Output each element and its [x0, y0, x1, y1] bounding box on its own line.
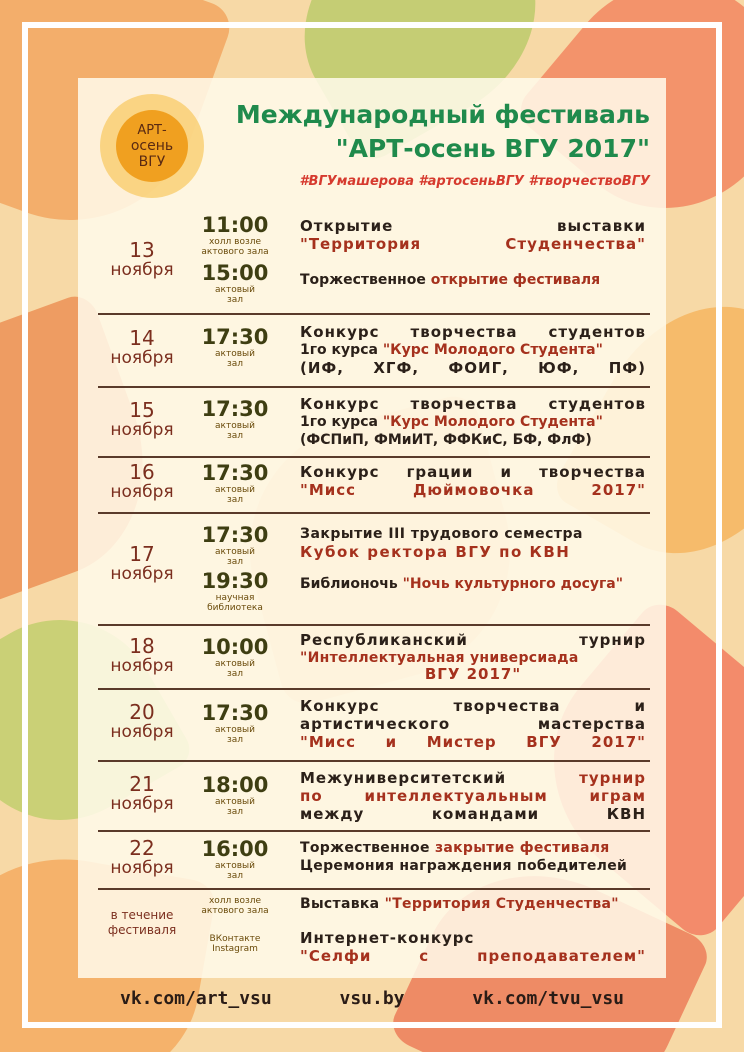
- footer-link-vsu[interactable]: vsu.by: [339, 988, 405, 1009]
- date: 15 ноября: [110, 398, 174, 440]
- event-text: Конкурс творчества и: [300, 697, 646, 715]
- event-text: Церемония награждения победителей: [300, 858, 628, 874]
- festival-title: Международный фестиваль: [235, 100, 650, 129]
- date: 22 ноября: [110, 836, 174, 878]
- logo-text-3: ВГУ: [138, 154, 166, 170]
- time-slot: 15:00 актовый зал: [201, 261, 269, 305]
- logo-text-1: АРТ-: [137, 123, 167, 138]
- schedule-row-21: [98, 766, 650, 828]
- footer-link-tvu-vsu[interactable]: vk.com/tvu_vsu: [472, 988, 624, 1009]
- event-text: Торжественное открытие фестиваля: [300, 272, 601, 288]
- schedule-row-16: [98, 460, 650, 510]
- event-text: 1го курса "Курс Молодого Студента": [300, 414, 603, 430]
- date: 16 ноября: [110, 460, 174, 502]
- event-text: ВГУ 2017": [424, 665, 522, 683]
- event-text: (ФСПиП, ФМиИТ, ФФКиС, БФ, ФлФ): [300, 432, 592, 448]
- footer-links: [120, 988, 624, 1009]
- date: 21 ноября: [110, 772, 174, 814]
- event-text: "Территория Студенчества": [300, 235, 646, 253]
- event-text: Конкурс творчества студентов: [300, 395, 646, 413]
- row-divider: [98, 512, 650, 514]
- event-text: Торжественное закрытие фестиваля: [300, 840, 610, 856]
- event-text: 1го курса "Курс Молодого Студента": [300, 342, 603, 358]
- event-text: Закрытие III трудового семестра: [300, 526, 583, 542]
- row-divider: [98, 830, 650, 832]
- event-text: Республиканский турнир: [300, 631, 646, 649]
- event-text: Конкурс творчества студентов: [300, 323, 646, 341]
- time-slot: 10:00 актовый зал: [201, 635, 269, 679]
- schedule-row-13: [98, 212, 650, 312]
- event-text: по интеллектуальным играм: [300, 787, 646, 805]
- date: 18 ноября: [110, 634, 174, 676]
- event-text: артистического мастерства: [300, 715, 646, 733]
- event-text: "Мисс Дюймовочка 2017": [300, 481, 646, 499]
- place: ВКонтакте Instagram: [209, 934, 261, 954]
- event-text: Выставка "Территория Студенчества": [300, 896, 619, 912]
- date: 20 ноября: [110, 700, 174, 742]
- time-slot: 17:30 актовый зал: [201, 523, 269, 567]
- date: 14 ноября: [110, 326, 174, 368]
- event-text: Интернет-конкурс: [300, 929, 475, 947]
- event-text: Кубок ректора ВГУ по КВН: [300, 543, 571, 561]
- row-divider: [98, 456, 650, 458]
- time-slot: 17:30 актовый зал: [201, 325, 269, 369]
- date: 17 ноября: [110, 542, 174, 584]
- schedule-row-17: [98, 518, 650, 622]
- event-text: "Мисс и Мистер ВГУ 2017": [300, 733, 646, 751]
- schedule-row-18: [98, 628, 650, 686]
- footer-link-art-vsu[interactable]: vk.com/art_vsu: [120, 988, 272, 1009]
- row-divider: [98, 688, 650, 690]
- row-divider: [98, 624, 650, 626]
- schedule-row-14: [98, 318, 650, 384]
- festival-subtitle: "АРТ-осень ВГУ 2017": [335, 134, 650, 163]
- row-divider: [98, 313, 650, 315]
- event-text: Библионочь "Ночь культурного досуга": [300, 576, 624, 592]
- during-festival-row: [98, 892, 650, 972]
- event-text: Конкурс грации и творчества: [300, 463, 646, 481]
- event-text: "Интеллектуальная универсиада: [300, 650, 579, 666]
- schedule-row-15: [98, 390, 650, 454]
- time-slot: 16:00 актовый зал: [201, 837, 269, 881]
- festival-logo: [96, 90, 208, 202]
- time-slot: 17:30 актовый зал: [201, 461, 269, 505]
- time-slot: 11:00 холл возле актового зала: [201, 213, 269, 257]
- event-text: Межуниверситетский турнир: [300, 769, 646, 787]
- hashtags: #ВГУмашерова #артосеньВГУ #творчествоВГУ: [299, 174, 650, 189]
- date: 13 ноября: [110, 238, 174, 280]
- time-slot: 19:30 научная библиотека: [201, 569, 269, 613]
- place: холл возле актового зала: [201, 896, 269, 916]
- schedule-row-22: [98, 834, 650, 884]
- logo-text-2: осень: [130, 138, 174, 154]
- event-text: (ИФ, ХГФ, ФОИГ, ЮФ, ПФ): [300, 359, 646, 377]
- row-divider: [98, 888, 650, 890]
- during-label: в течение фестиваля: [107, 908, 177, 937]
- event-text: "Селфи с преподавателем": [300, 947, 646, 965]
- row-divider: [98, 760, 650, 762]
- row-divider: [98, 386, 650, 388]
- time-slot: 17:30 актовый зал: [201, 397, 269, 441]
- time-slot: 17:30 актовый зал: [201, 701, 269, 745]
- schedule-row-20: [98, 694, 650, 756]
- event-text: Открытие выставки: [300, 217, 646, 235]
- event-text: между командами КВН: [300, 805, 646, 823]
- time-slot: 18:00 актовый зал: [201, 773, 269, 817]
